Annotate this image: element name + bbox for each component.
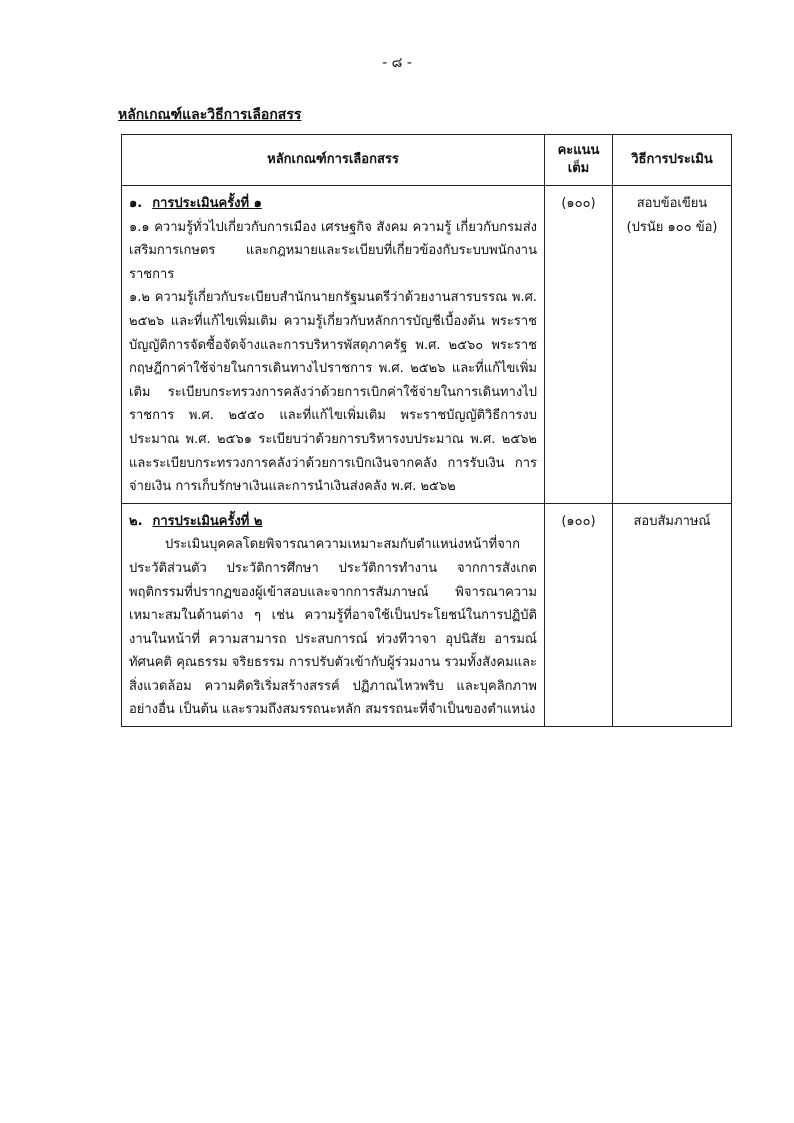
- round-2-paragraph: ประเมินบุคคลโดยพิจารณาความเหมาะสมกับตำแหน่งหน้าที่จากประวัติส่วนตัว ประวัติการศึกษา ประวัติการทำงาน จากการสังเกตพฤติกรรมที่ปรากฏของผู้เข้าสอบและจากการสัมภาษณ์ พิจารณาความเหมาะสมในด้านต่าง ๆ เช่น ความรู้ที่อาจใช้เป็นประโยชน์ในการปฏิบัติงานในหน้าที่ ความสามารถ ประสบการณ์ ท่วงทีวาจา อุปนิสัย อารมณ์ทัศนคติ คุณธรรม จริยธรรม การปรับตัวเข้ากับผู้ร่วมงาน รวมทั้งสังคมและสิ่งแวดล้อม ความคิดริเริ่มสร้างสรรค์ ปฏิภาณไหวพริบ และบุคลิกภาพอย่างอื่น เป็นต้น และรวมถึงสมรรถนะหลัก สมรรถนะที่จำเป็นของตำแหน่ง: [129, 537, 537, 718]
- round-1-title: [129, 192, 537, 216]
- round-1-item-1: ๑.๑ ความรู้ทั่วไปเกี่ยวกับการเมือง เศรษฐกิจ สังคม ความรู้ เกี่ยวกับกรมส่งเสริมการเกษตร และกฎหมายและระเบียบที่เกี่ยวข้องกับระบบพนักงานราชการ: [129, 219, 537, 282]
- criteria-table: [121, 134, 732, 727]
- method-round-1-line2: (ปรนัย ๑๐๐ ข้อ): [626, 219, 718, 235]
- round-1-number: ๑.: [129, 196, 143, 211]
- header-method: วิธีการประเมิน: [613, 135, 732, 186]
- round-2-title-text: การประเมินครั้งที่ ๒: [152, 513, 263, 529]
- round-2-number: ๒.: [129, 513, 143, 529]
- criteria-cell-round-2: [122, 503, 545, 726]
- criteria-cell-round-1: [122, 186, 545, 504]
- round-1-title-text: การประเมินครั้งที่ ๑: [152, 196, 262, 211]
- header-score-line1: คะแนน: [557, 143, 600, 158]
- page-number: - ๘ -: [382, 55, 412, 71]
- table-row: [122, 503, 732, 726]
- section-heading: หลักเกณฑ์และวิธีการเลือกสรร: [118, 107, 302, 123]
- table-header-row: [122, 135, 732, 186]
- round-1-item-2: ๑.๒ ความรู้เกี่ยวกับระเบียบสำนักนายกรัฐมนตรีว่าด้วยงานสารบรรณ พ.ศ. ๒๕๒๖ และที่แก้ไขเพิ่มเติม ความรู้เกี่ยวกับหลักการบัญชีเบื้องต้น พระราชบัญญัติการจัดซื้อจัดจ้างและการบริหารพัสดุภาครัฐ พ.ศ. ๒๕๖๐ พระราชกฤษฎีกาค่าใช้จ่ายในการเดินทางไปราชการ พ.ศ. ๒๕๒๖ และที่แก้ไขเพิ่มเติม ระเบียบกระทรวงการคลังว่าด้วยการเบิกค่าใช้จ่ายในการเดินทางไปราชการ พ.ศ. ๒๕๕๐ และที่แก้ไขเพิ่มเติม พระราชบัญญัติวิธีการงบประมาณ พ.ศ. ๒๕๖๑ ระเบียบว่าด้วยการบริหารงบประมาณ พ.ศ. ๒๕๖๒ และระเบียบกระทรวงการคลังว่าด้วยการเบิกเงินจากคลัง การรับเงิน การจ่ายเงิน การเก็บรักษาเงินและการนำเงินส่งคลัง พ.ศ. ๒๕๖๒: [129, 290, 537, 495]
- header-criteria: หลักเกณฑ์การเลือกสรร: [122, 135, 545, 186]
- header-score: [545, 135, 613, 186]
- method-round-2-line1: สอบสัมภาษณ์: [633, 513, 711, 529]
- score-cell-round-1: (๑๐๐): [545, 186, 613, 504]
- method-round-1-line1: สอบข้อเขียน: [636, 196, 708, 211]
- header-score-line2: เต็ม: [567, 161, 590, 176]
- method-cell-round-2: [613, 503, 732, 726]
- round-2-title: [129, 510, 537, 534]
- table-row: [122, 186, 732, 504]
- score-cell-round-2: (๑๐๐): [545, 503, 613, 726]
- method-cell-round-1: [613, 186, 732, 504]
